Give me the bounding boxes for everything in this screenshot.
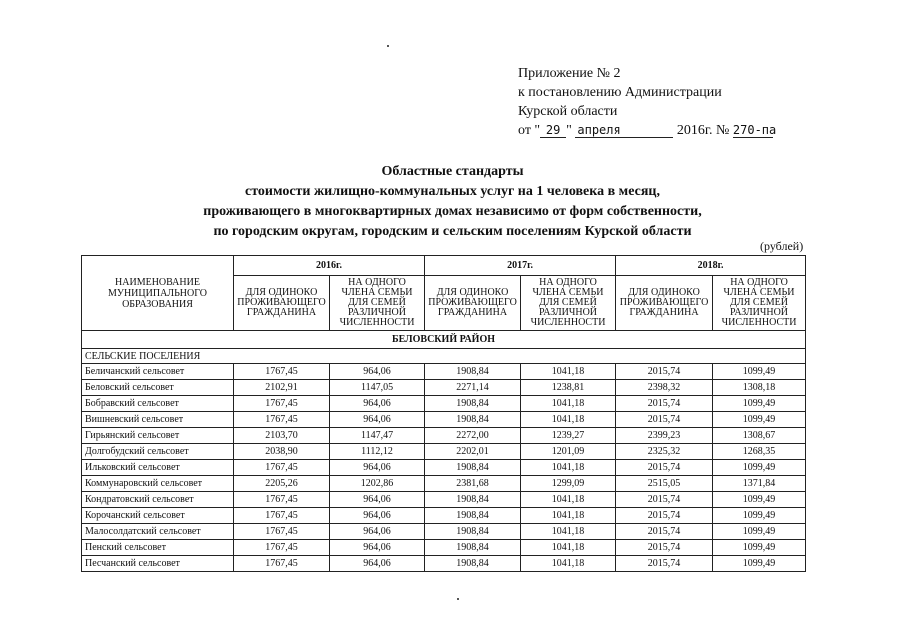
- value-cell: 1099,49: [713, 556, 806, 572]
- value-cell: 2015,74: [616, 396, 713, 412]
- row-name: Ильковский сельсовет: [82, 460, 234, 476]
- value-cell: 1041,18: [521, 492, 616, 508]
- value-cell: 1767,45: [234, 524, 330, 540]
- value-cell: 2015,74: [616, 556, 713, 572]
- value-cell: 2015,74: [616, 540, 713, 556]
- value-cell: 1099,49: [713, 524, 806, 540]
- value-cell: 2515,05: [616, 476, 713, 492]
- subheader-family-2017: НА ОДНОГО ЧЛЕНА СЕМЬИ ДЛЯ СЕМЕЙ РАЗЛИЧНОЙ ЧИСЛЕННОСТИ: [521, 276, 616, 331]
- table-row: [82, 460, 806, 476]
- subheader-family-2016: НА ОДНОГО ЧЛЕНА СЕМЬИ ДЛЯ СЕМЕЙ РАЗЛИЧНОЙ ЧИСЛЕННОСТИ: [330, 276, 425, 331]
- value-cell: 1299,09: [521, 476, 616, 492]
- date-quote: ": [566, 123, 572, 138]
- value-cell: 1099,49: [713, 508, 806, 524]
- value-cell: 1099,49: [713, 364, 806, 380]
- table-row: [82, 556, 806, 572]
- table-row: [82, 364, 806, 380]
- scan-speck: [457, 598, 459, 600]
- title-line-3: проживающего в многоквартирных домах независимо от форм собственности,: [203, 204, 702, 219]
- standards-table: [81, 255, 806, 572]
- value-cell: 964,06: [330, 412, 425, 428]
- value-cell: 1041,18: [521, 508, 616, 524]
- column-header-year-2018: 2018г.: [616, 256, 806, 276]
- value-cell: 2015,74: [616, 364, 713, 380]
- row-name: Долгобудский сельсовет: [82, 444, 234, 460]
- value-cell: 1099,49: [713, 396, 806, 412]
- value-cell: 1147,05: [330, 380, 425, 396]
- column-header-year-2016: 2016г.: [234, 256, 425, 276]
- value-cell: 964,06: [330, 492, 425, 508]
- date-year: 2016г. №: [676, 123, 730, 138]
- value-cell: 1767,45: [234, 412, 330, 428]
- value-cell: 964,06: [330, 556, 425, 572]
- table-row: [82, 492, 806, 508]
- scan-speck: [387, 45, 389, 47]
- value-cell: 2205,26: [234, 476, 330, 492]
- value-cell: 1041,18: [521, 412, 616, 428]
- value-cell: 1099,49: [713, 540, 806, 556]
- value-cell: 2325,32: [616, 444, 713, 460]
- value-cell: 964,06: [330, 396, 425, 412]
- row-name: Пенский сельсовет: [82, 540, 234, 556]
- row-name: Корочанский сельсовет: [82, 508, 234, 524]
- appendix-resolution: к постановлению Администрации: [518, 85, 722, 100]
- column-header-year-2017: 2017г.: [425, 256, 616, 276]
- value-cell: 1908,84: [425, 364, 521, 380]
- value-cell: 1767,45: [234, 540, 330, 556]
- value-cell: 1147,47: [330, 428, 425, 444]
- value-cell: 1239,27: [521, 428, 616, 444]
- appendix-region: Курской области: [518, 104, 618, 119]
- value-cell: 1041,18: [521, 540, 616, 556]
- value-cell: 2103,70: [234, 428, 330, 444]
- value-cell: 1041,18: [521, 524, 616, 540]
- value-cell: 1201,09: [521, 444, 616, 460]
- value-cell: 1908,84: [425, 524, 521, 540]
- value-cell: 2272,00: [425, 428, 521, 444]
- value-cell: 1041,18: [521, 396, 616, 412]
- value-cell: 2399,23: [616, 428, 713, 444]
- value-cell: 1908,84: [425, 492, 521, 508]
- value-cell: 1202,86: [330, 476, 425, 492]
- date-month: апреля: [575, 123, 673, 138]
- value-cell: 1767,45: [234, 556, 330, 572]
- value-cell: 1767,45: [234, 364, 330, 380]
- table-row: [82, 540, 806, 556]
- row-name: Малосолдатский сельсовет: [82, 524, 234, 540]
- date-prefix: от ": [518, 123, 541, 138]
- value-cell: 1099,49: [713, 412, 806, 428]
- value-cell: 2015,74: [616, 460, 713, 476]
- value-cell: 1099,49: [713, 492, 806, 508]
- table-row: [82, 428, 806, 444]
- value-cell: 1908,84: [425, 508, 521, 524]
- row-name: Кондратовский сельсовет: [82, 492, 234, 508]
- value-cell: 2271,14: [425, 380, 521, 396]
- table-row: [82, 524, 806, 540]
- value-cell: 1112,12: [330, 444, 425, 460]
- value-cell: 1767,45: [234, 492, 330, 508]
- row-name: Беловский сельсовет: [82, 380, 234, 396]
- row-name: Беличанский сельсовет: [82, 364, 234, 380]
- title-line-1: Областные стандарты: [381, 164, 524, 179]
- value-cell: 964,06: [330, 508, 425, 524]
- value-cell: 1908,84: [425, 460, 521, 476]
- value-cell: 1041,18: [521, 364, 616, 380]
- value-cell: 1767,45: [234, 396, 330, 412]
- document-number: 270-па: [732, 123, 777, 137]
- value-cell: 2398,32: [616, 380, 713, 396]
- row-name: Песчанский сельсовет: [82, 556, 234, 572]
- value-cell: 1371,84: [713, 476, 806, 492]
- table-row: [82, 396, 806, 412]
- value-cell: 2038,90: [234, 444, 330, 460]
- value-cell: 1908,84: [425, 396, 521, 412]
- subheader-single-2016: ДЛЯ ОДИНОКО ПРОЖИВАЮЩЕГО ГРАЖДАНИНА: [234, 276, 330, 331]
- value-cell: 1308,67: [713, 428, 806, 444]
- appendix-number: Приложение № 2: [518, 66, 621, 81]
- value-cell: 1041,18: [521, 556, 616, 572]
- title-line-4: по городским округам, городским и сельским поселениям Курской области: [213, 224, 692, 239]
- value-cell: 1268,35: [713, 444, 806, 460]
- value-cell: 2015,74: [616, 508, 713, 524]
- table-row: [82, 508, 806, 524]
- row-name: Вишневский сельсовет: [82, 412, 234, 428]
- value-cell: 1908,84: [425, 412, 521, 428]
- units-label: (рублей): [760, 239, 804, 253]
- table-row: [82, 444, 806, 460]
- column-header-name: НАИМЕНОВАНИЕ МУНИЦИПАЛЬНОГО ОБРАЗОВАНИЯ: [82, 256, 234, 331]
- value-cell: 1041,18: [521, 460, 616, 476]
- appendix-header: [518, 64, 777, 140]
- value-cell: 1767,45: [234, 460, 330, 476]
- value-cell: 2202,01: [425, 444, 521, 460]
- appendix-date-line: [518, 121, 777, 140]
- value-cell: 2102,91: [234, 380, 330, 396]
- subheader-single-2018: ДЛЯ ОДИНОКО ПРОЖИВАЮЩЕГО ГРАЖДАНИНА: [616, 276, 713, 331]
- value-cell: 1767,45: [234, 508, 330, 524]
- table-row: [82, 476, 806, 492]
- row-name: Гирьянский сельсовет: [82, 428, 234, 444]
- value-cell: 964,06: [330, 524, 425, 540]
- district-row: БЕЛОВСКИЙ РАЙОН: [82, 331, 806, 349]
- value-cell: 2015,74: [616, 524, 713, 540]
- value-cell: 1099,49: [713, 460, 806, 476]
- value-cell: 964,06: [330, 540, 425, 556]
- row-name: Коммунаровский сельсовет: [82, 476, 234, 492]
- value-cell: 2015,74: [616, 492, 713, 508]
- table-row: [82, 412, 806, 428]
- date-day: 29: [540, 123, 566, 138]
- value-cell: 1908,84: [425, 556, 521, 572]
- value-cell: 2015,74: [616, 412, 713, 428]
- section-row: СЕЛЬСКИЕ ПОСЕЛЕНИЯ: [82, 349, 806, 364]
- value-cell: 964,06: [330, 364, 425, 380]
- value-cell: 1908,84: [425, 540, 521, 556]
- row-name: Бобравский сельсовет: [82, 396, 234, 412]
- document-title: [0, 162, 905, 242]
- value-cell: 2381,68: [425, 476, 521, 492]
- table-row: [82, 380, 806, 396]
- value-cell: 1308,18: [713, 380, 806, 396]
- value-cell: 964,06: [330, 460, 425, 476]
- value-cell: 1238,81: [521, 380, 616, 396]
- subheader-family-2018: НА ОДНОГО ЧЛЕНА СЕМЬИ ДЛЯ СЕМЕЙ РАЗЛИЧНОЙ ЧИСЛЕННОСТИ: [713, 276, 806, 331]
- subheader-single-2017: ДЛЯ ОДИНОКО ПРОЖИВАЮЩЕГО ГРАЖДАНИНА: [425, 276, 521, 331]
- title-line-2: стоимости жилищно-коммунальных услуг на 1 человека в месяц,: [245, 184, 660, 199]
